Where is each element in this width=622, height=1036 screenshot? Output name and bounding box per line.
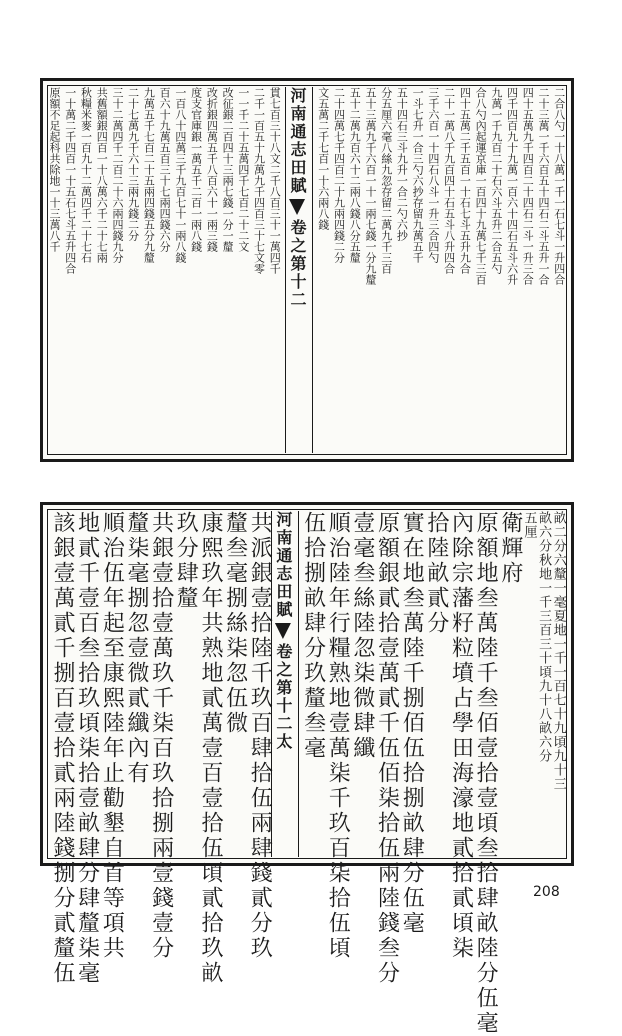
text-column: 地貳千壹百叁拾玖頃柒拾壹畝肆分肆釐柒毫	[74, 511, 100, 986]
fishtail-mark-icon	[289, 199, 305, 215]
fold-title-column	[285, 87, 313, 453]
text-column: 二十七萬九千六十三兩九錢二分	[126, 87, 140, 241]
text-column: 二千一百五十九萬九千四百三十七文零	[252, 87, 266, 274]
fold-volume: 卷之第十二	[273, 643, 293, 733]
text-column: 共銀壹拾壹萬玖千柒百玖拾捌兩壹錢壹分	[148, 511, 174, 961]
text-column: 一一千二十五萬四千七百二十二文	[236, 87, 250, 252]
text-column: 內除宗藩籽粒墳占學田海濠地貳拾貳頃柒	[448, 511, 474, 961]
fold-leaf: 太	[273, 733, 293, 751]
text-column: 度支官庫銀一萬五千二百一兩八錢	[189, 87, 203, 252]
text-column: 該銀壹萬貳千捌百壹拾貳兩陸錢捌分貳釐伍	[50, 511, 75, 986]
fold-title: 河南通志	[273, 511, 293, 583]
text-column: 釐叁毫捌絲柒忽伍微	[222, 511, 248, 736]
text-column: 合八勺內起運京庫一百四十九萬七千三百	[474, 87, 488, 285]
text-column: 共舊額銀四百一十八萬六千二十七兩	[95, 87, 109, 263]
text-column: 原額地叁萬陸千叁佰壹拾壹頃叁拾肆畝陸分伍毫	[473, 511, 499, 1036]
page-number: 208	[533, 884, 560, 900]
text-column: 四十五萬二千五百一十石七斗五升九合	[458, 87, 472, 274]
text-column: 順治陸年行糧熟地壹萬柒千玖百柒拾伍頃	[325, 511, 351, 961]
text-column: 伍拾捌畝肆分玖釐叁毫	[300, 511, 326, 761]
text-column: 三千六百一十四石八斗一升三合四勺	[426, 87, 440, 263]
text-column: 衛輝府	[497, 511, 523, 586]
text-column: 九萬五千七百二十五兩四錢五分九釐	[142, 87, 156, 263]
text-column: 壹毫叁絲陸忽柒微肆纖	[349, 511, 375, 761]
upper-text-block	[40, 78, 574, 462]
fold-title-column	[271, 511, 299, 857]
text-column: 四十五萬九千四百二十四石二斗一升三合	[521, 87, 535, 285]
text-column: 三十二萬四千二百二十六兩四錢九分	[110, 87, 124, 263]
text-column: 釐柒毫捌忽壹微貳纖內有	[123, 511, 149, 786]
text-column: 文五萬二千七百一十六兩八錢	[316, 87, 330, 230]
text-column: 畝六分秋地一千三百三十頃九十八畝六分	[536, 511, 552, 763]
text-column: 一百八十四萬三千九百七十一兩八錢	[173, 87, 187, 263]
text-column: 五十三萬九千六百一十一兩七錢一分九釐	[363, 87, 377, 285]
text-column: 貫七百三十八文二千八百三十一萬四千	[268, 87, 282, 274]
fishtail-mark-icon	[275, 623, 291, 639]
text-column: 二合八勺一十八萬一千一石七斗一升四合	[552, 87, 566, 285]
text-column: 玖分肆釐	[173, 511, 199, 611]
text-column: 五十二萬九百六十二兩八錢八分五釐	[348, 87, 362, 263]
text-column: 五厘	[521, 511, 537, 539]
text-column: 二十三萬一千六百五十四石二斗五升一合	[537, 87, 551, 285]
text-column: 改征銀二百四十三兩七錢一分一釐	[221, 87, 235, 252]
text-column: 原額銀貳拾壹萬貳千伍佰柒拾伍兩陸錢叁分	[374, 511, 400, 986]
text-column: 一斗七升一合三勺六抄存留九萬五千	[411, 87, 425, 263]
text-column: 二十四萬七千四百二十九兩四錢二分	[332, 87, 346, 263]
fold-title: 河南通志	[288, 87, 308, 159]
text-column: 二十一萬八千九百四十石五斗八升四合	[442, 87, 456, 274]
text-column: 拾陸畝貳分	[423, 511, 449, 636]
text-column: 一十萬二千四百一十五石七斗五升四合	[63, 87, 77, 274]
text-column: 實在地叁萬陸千捌佰伍拾捌畝肆分伍毫	[399, 511, 425, 936]
upper-columns	[49, 87, 565, 453]
text-column: 五十四石三斗九升一合二勺六抄	[395, 87, 409, 241]
text-column: 四千四百九十九萬一百六十四石五斗六升	[505, 87, 519, 285]
text-column: 畝二分六釐一毫夏地一千一百七十九頃九十三	[550, 511, 566, 791]
text-column: 共派銀壹拾陸千玖百肆拾伍兩肆錢貳分玖	[247, 511, 273, 961]
fold-volume: 卷之第十二	[288, 219, 308, 309]
text-column: 原額不足起科共除地一十三萬八千	[48, 87, 61, 252]
text-column: 秋糧米麥一百九十二萬四千二十七石	[79, 87, 93, 263]
text-column: 改折銀四萬五千八百六十一兩三錢	[205, 87, 219, 252]
text-column: 百六十九萬五百三十七兩四錢六分	[158, 87, 172, 252]
text-column: 九萬一千九百二十石六斗五升二合五勺	[489, 87, 503, 274]
text-column: 順治伍年起至康熙陸年止勸墾自首等項共	[99, 511, 125, 961]
fold-section: 田賦	[273, 583, 293, 619]
text-column: 康熙玖年共熟地貳萬壹百壹拾伍頃貳拾玖畝	[197, 511, 223, 986]
text-column: 分五厘六毫八絲九忽存留二萬九千三百	[379, 87, 393, 274]
fold-section: 田賦	[288, 159, 308, 195]
